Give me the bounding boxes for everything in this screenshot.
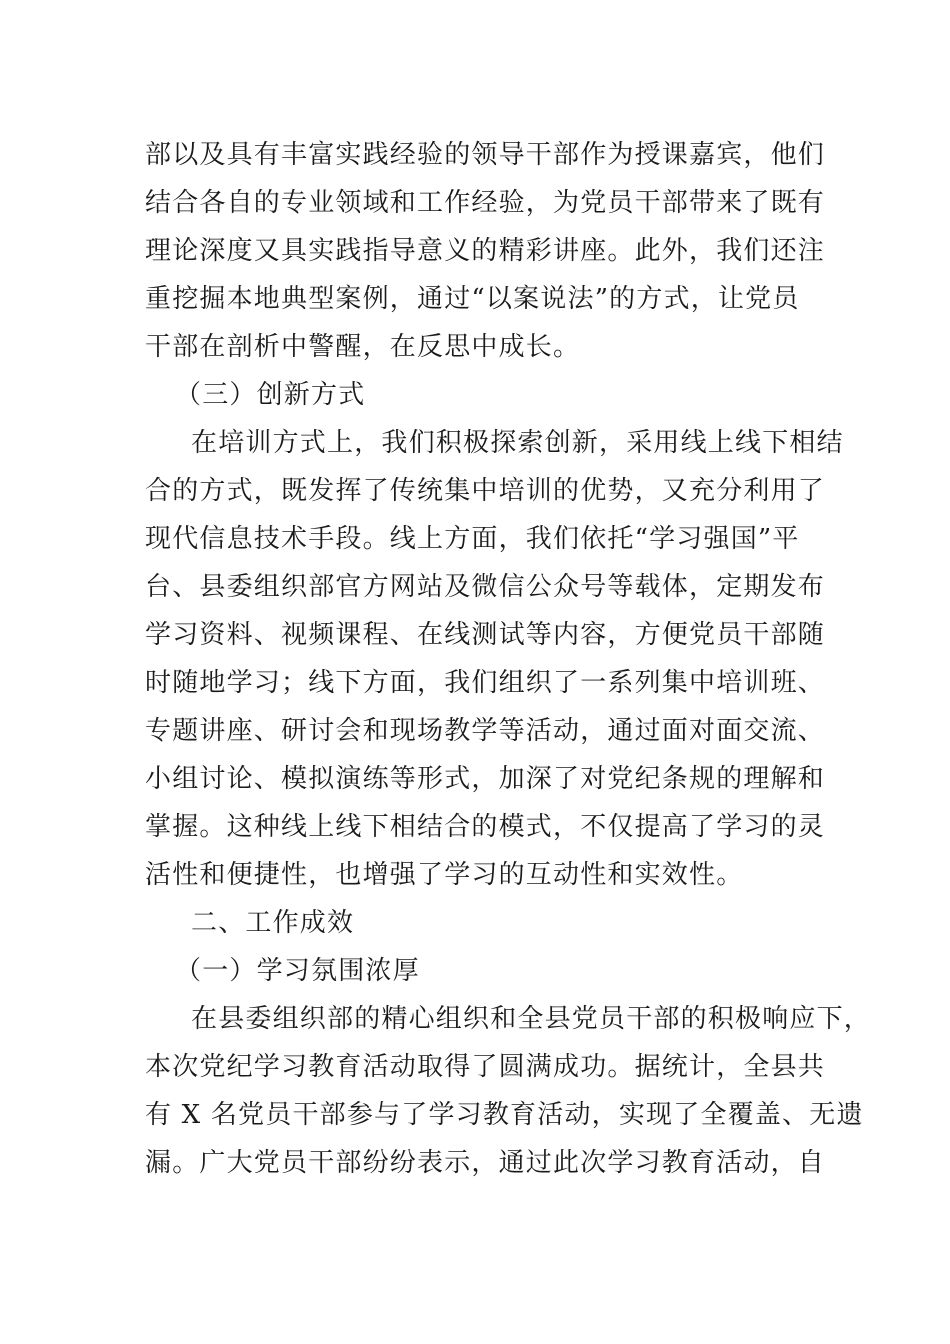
paragraph-line: 有 X 名党员干部参与了学习教育活动，实现了全覆盖、无遗 — [145, 1100, 864, 1130]
paragraph-line: 在培训方式上，我们积极探索创新，采用线上线下相结 — [191, 428, 844, 458]
paragraph-line: 在县委组织部的精心组织和全县党员干部的积极响应下， — [191, 1004, 872, 1034]
paragraph-line: 部以及具有丰富实践经验的领导干部作为授课嘉宾，他们 — [145, 140, 826, 170]
subsection-heading-atmosphere: （一）学习氛围浓厚 — [175, 956, 420, 986]
paragraph-line: 时随地学习；线下方面，我们组织了一系列集中培训班、 — [145, 668, 826, 698]
section-heading-results: 二、工作成效 — [191, 908, 355, 938]
paragraph-line: 台、县委组织部官方网站及微信公众号等载体，定期发布 — [145, 572, 826, 602]
paragraph-line: 干部在剖析中警醒，在反思中成长。 — [145, 332, 581, 362]
section-heading-innovation: （三）创新方式 — [175, 380, 366, 410]
paragraph-line: 本次党纪学习教育活动取得了圆满成功。据统计，全县共 — [145, 1052, 826, 1082]
paragraph-line: 小组讨论、模拟演练等形式，加深了对党纪条规的理解和 — [145, 764, 826, 794]
paragraph-line: 活性和便捷性，也增强了学习的互动性和实效性。 — [145, 860, 744, 890]
paragraph-line: 结合各自的专业领域和工作经验，为党员干部带来了既有 — [145, 188, 826, 218]
paragraph-line: 掌握。这种线上线下相结合的模式，不仅提高了学习的灵 — [145, 812, 826, 842]
paragraph-line: 专题讲座、研讨会和现场教学等活动，通过面对面交流、 — [145, 716, 826, 746]
paragraph-line: 学习资料、视频课程、在线测试等内容，方便党员干部随 — [145, 620, 826, 650]
paragraph-line: 漏。广大党员干部纷纷表示，通过此次学习教育活动，自 — [145, 1148, 826, 1178]
paragraph-line: 现代信息技术手段。线上方面，我们依托“学习强国”平 — [145, 524, 800, 554]
paragraph-line: 重挖掘本地典型案例，通过“以案说法”的方式，让党员 — [145, 284, 800, 314]
document-body — [145, 131, 872, 1187]
paragraph-line: 理论深度又具实践指导意义的精彩讲座。此外，我们还注 — [145, 236, 826, 266]
paragraph-line: 合的方式，既发挥了传统集中培训的优势，又充分利用了 — [145, 476, 826, 506]
